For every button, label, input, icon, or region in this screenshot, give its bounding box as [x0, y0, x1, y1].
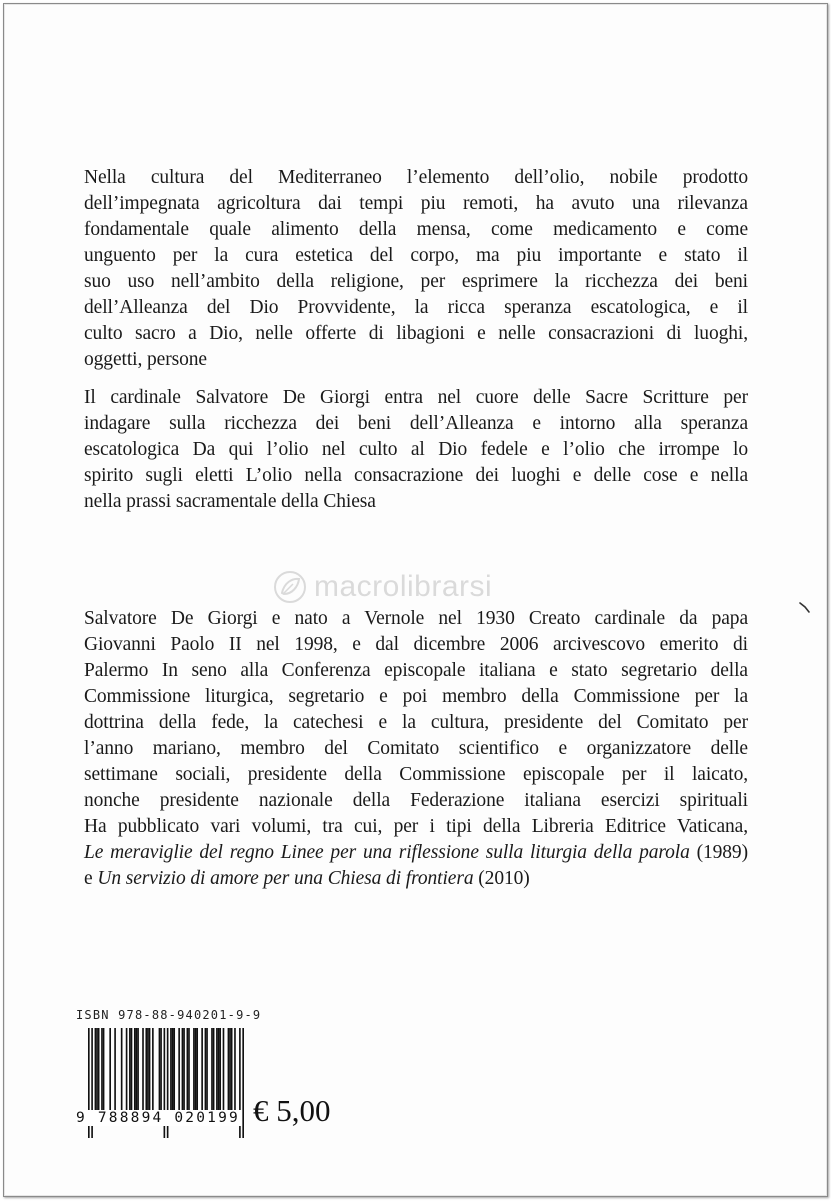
- barcode-bar: [145, 1028, 147, 1114]
- barcode-bar: [114, 1028, 116, 1114]
- barcode-bar: [131, 1028, 133, 1114]
- book-year: (2010): [473, 868, 530, 889]
- macrolibrarsi-watermark: [272, 569, 492, 605]
- book-line: [84, 840, 748, 866]
- barcode-bar: [121, 1028, 123, 1114]
- text-line: suo uso nell’ambito della religione, per esprimere la ricchezza dei beni: [84, 271, 748, 292]
- barcode-bar: [137, 1028, 139, 1114]
- isbn-label: ISBN 978-88-940201-9-9: [76, 1008, 262, 1022]
- text-line: dell’impegnata agricoltura dai tempi piu remoti, ha avuto una rilevanza: [84, 193, 748, 214]
- barcode-bar: [126, 1028, 128, 1114]
- book-year: (1989): [689, 842, 748, 863]
- barcode-bar: [219, 1028, 221, 1114]
- barcode-bar: [152, 1028, 154, 1114]
- barcode-bar: [147, 1028, 149, 1114]
- barcode-bar: [101, 1028, 103, 1114]
- barcode-bar: [109, 1028, 111, 1114]
- text-line: dell’Alleanza del Dio Provvidente, la ricca speranza escatologica, e il: [84, 297, 748, 318]
- barcode-bar: [96, 1028, 98, 1114]
- text-line: culto sacro a Dio, nelle offerte di libagioni e nelle consacrazioni di luoghi,: [84, 323, 748, 344]
- text-line: Palermo In seno alla Conferenza episcopale italiana e stato segretario della: [84, 660, 748, 681]
- conjunction: e: [84, 868, 98, 889]
- barcode-bar: [234, 1028, 236, 1114]
- barcode-bar: [218, 1028, 220, 1114]
- text-line: spirito sugli eletti L’olio nella consacrazione dei luoghi e delle cose e nella: [84, 465, 748, 486]
- barcode-bar: [187, 1028, 189, 1114]
- text-line: nonche presidente nazionale della Federazione italiana esercizi spirituali: [84, 790, 748, 811]
- barcode-bar: [193, 1028, 195, 1114]
- barcode-bar: [103, 1028, 105, 1114]
- barcode-bar: [188, 1028, 190, 1114]
- barcode-bar: [206, 1028, 208, 1114]
- barcode-bar: [160, 1028, 162, 1114]
- barcode-bar: [178, 1028, 180, 1114]
- price-label: € 5,00: [253, 1093, 331, 1128]
- text-line: nella prassi sacramentale della Chiesa: [84, 491, 376, 512]
- text-line: Salvatore De Giorgi e nato a Vernole nel 1930 Creato cardinale da papa: [84, 608, 748, 629]
- barcode-bar: [182, 1028, 184, 1114]
- barcode-bar: [195, 1028, 197, 1114]
- barcode-bar: [201, 1028, 203, 1114]
- barcode-bar: [142, 1028, 144, 1114]
- barcode-bar: [228, 1028, 230, 1114]
- barcode-bar: [211, 1028, 213, 1114]
- text-line: l’anno mariano, membro del Comitato scientifico e organizzatore delle: [84, 738, 748, 759]
- barcode-bar: [196, 1028, 198, 1114]
- barcode-bar: [129, 1028, 131, 1114]
- barcode-bar: [172, 1028, 174, 1114]
- book-title: Le meraviglie del regno Linee per una riflessione sulla liturgia della parola: [84, 842, 690, 863]
- book-line: [84, 866, 748, 892]
- barcode-bar: [231, 1028, 233, 1114]
- barcode-bar: [223, 1028, 225, 1114]
- book-back-cover: [3, 3, 828, 1197]
- text-line: oggetti, persone: [84, 349, 207, 370]
- text-line: Nella cultura del Mediterraneo l’elemento dell’olio, nobile prodotto: [84, 167, 748, 188]
- text-line: dottrina della fede, la catechesi e la cultura, presidente del Comitato per: [84, 712, 748, 733]
- barcode-bar: [173, 1028, 175, 1114]
- barcode-bar: [242, 1028, 244, 1138]
- watermark-text: macrolibrarsi: [314, 570, 493, 603]
- barcode-bar: [183, 1028, 185, 1114]
- barcode-bar: [159, 1028, 161, 1114]
- barcode-bar: [134, 1028, 136, 1114]
- barcode-bar: [213, 1028, 215, 1114]
- barcode-digits: 9 788894 020199: [76, 1110, 240, 1126]
- barcode-bar: [229, 1028, 231, 1114]
- text-line: escatologica Da qui l’olio nel culto al Dio fedele e l’olio che irrompe lo: [84, 439, 748, 460]
- book-title: Un servizio di amore per una Chiesa di frontiera: [97, 868, 474, 889]
- text-line: Ha pubblicato vari volumi, tra cui, per i tipi della Libreria Editrice Vaticana,: [84, 816, 748, 837]
- barcode-bar: [149, 1028, 151, 1114]
- author-bio-paragraph: [84, 606, 748, 892]
- barcode-bar: [205, 1028, 207, 1114]
- text-line: Il cardinale Salvatore De Giorgi entra nel cuore delle Sacre Scritture per: [84, 387, 748, 408]
- text-line: indagare sulla ricchezza dei beni dell’Alleanza e intorno alla speranza: [84, 413, 748, 434]
- print-smudge-mark: [799, 601, 813, 615]
- cardinal-paragraph: [84, 385, 748, 515]
- leaf-logo-icon: [272, 569, 308, 605]
- text-line: Commissione liturgica, segretario e poi membro della Commissione per la: [84, 686, 748, 707]
- barcode-bar: [136, 1028, 138, 1114]
- barcode-bar: [95, 1028, 97, 1114]
- text-line: fondamentale quale alimento della mensa, come medicamento e come: [84, 219, 748, 240]
- intro-paragraph: [84, 165, 748, 373]
- text-line: Giovanni Paolo II nel 1998, e dal dicembre 2006 arcivescovo emerito di: [84, 634, 748, 655]
- text-line: settimane sociali, presidente della Commissione episcopale per il laicato,: [84, 764, 748, 785]
- barcode-bar: [170, 1028, 172, 1114]
- barcode-bar: [216, 1028, 218, 1114]
- text-line: unguento per la cura estetica del corpo, ma piu importante e stato il: [84, 245, 748, 266]
- barcode-bar: [98, 1028, 100, 1114]
